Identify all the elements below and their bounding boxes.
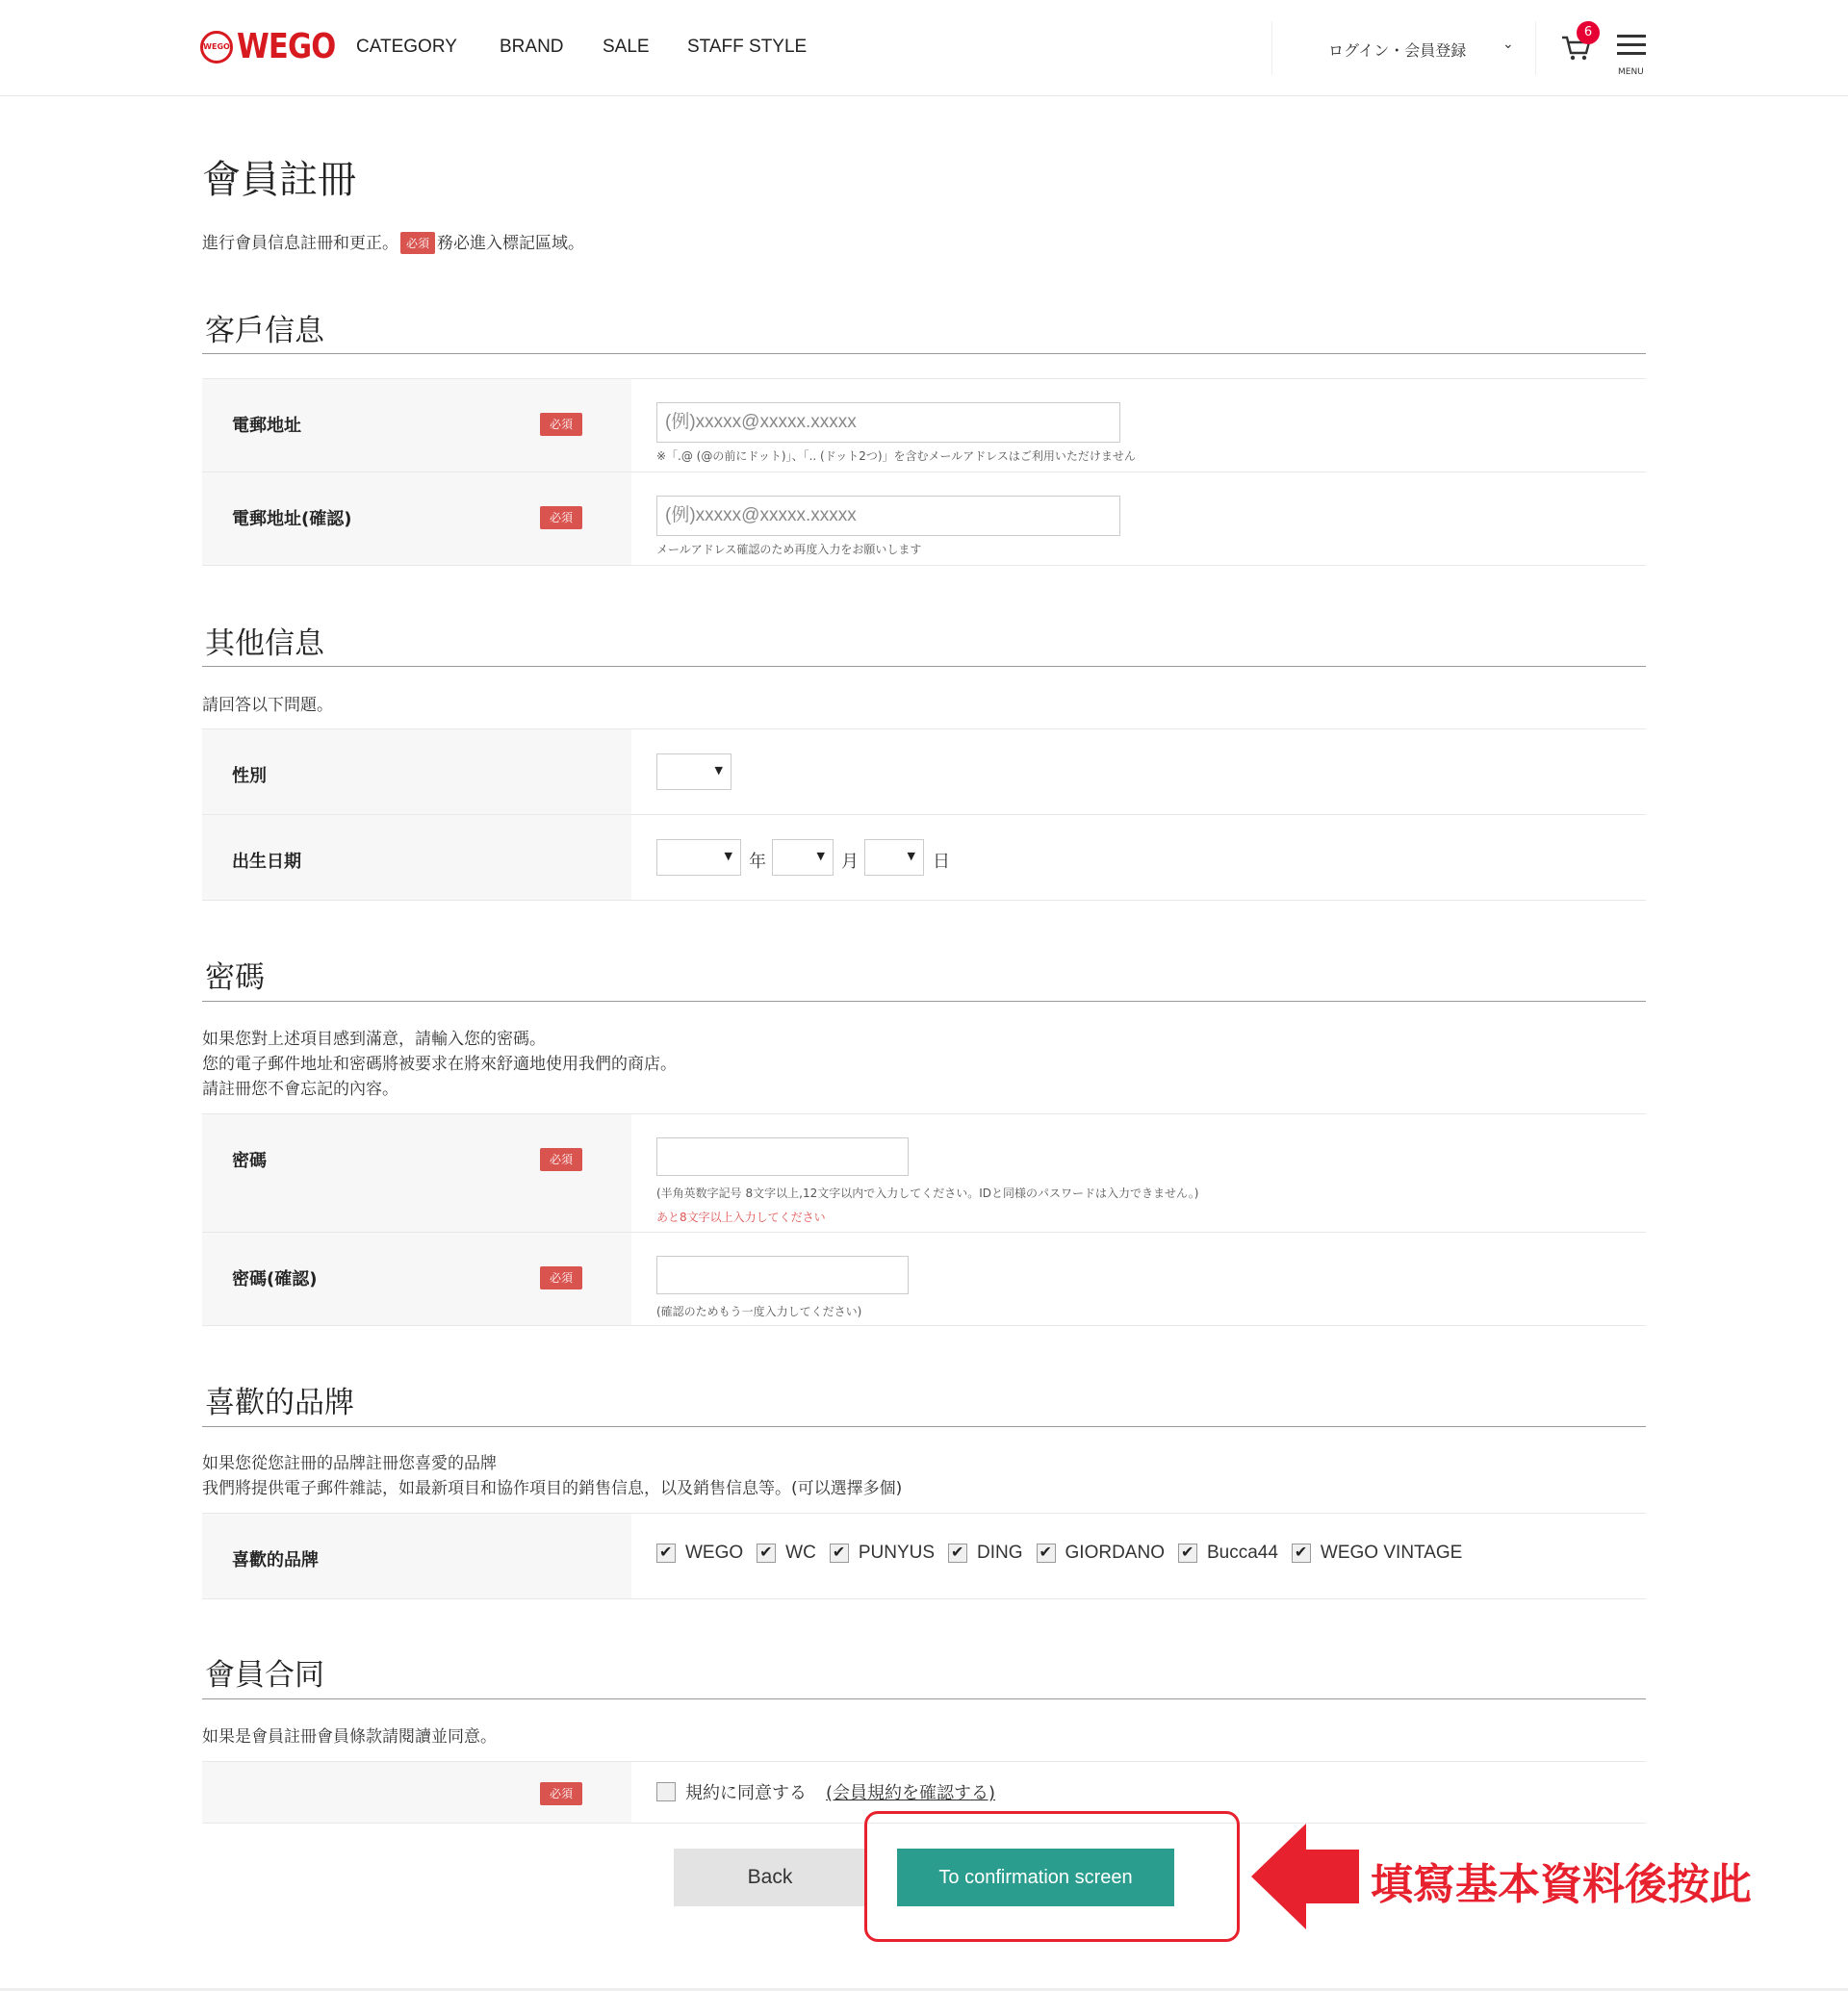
- dropdown-arrow-icon: ▼: [714, 764, 723, 777]
- email-confirm-note: メールアドレス確認のため再度入力をお願いします: [656, 543, 922, 556]
- annotation-text: 填寫基本資料後按此: [1371, 1860, 1752, 1909]
- intro-text-before: 進行會員信息註冊和更正。: [202, 234, 398, 253]
- section-title-customer: 客戶信息: [205, 314, 324, 348]
- header-divider: [1535, 21, 1536, 75]
- row-label-cell: [202, 815, 631, 900]
- agree-label: 規約に同意する: [685, 1783, 807, 1803]
- dropdown-arrow-icon: ▼: [724, 850, 732, 862]
- checkbox[interactable]: [948, 1544, 967, 1563]
- site-header: [0, 0, 1848, 96]
- row-label-cell: [202, 379, 631, 472]
- form-row-email-confirm: [202, 472, 1646, 566]
- row-label-cell: [202, 1114, 631, 1232]
- section-divider: [202, 1698, 1646, 1699]
- other-description: 請回答以下問題。: [202, 696, 333, 715]
- hamburger-menu-icon[interactable]: [1617, 35, 1646, 61]
- brands-label: 喜歡的品牌: [232, 1550, 319, 1570]
- section-title-password: 密碼: [205, 960, 265, 995]
- brand-label: WEGO: [685, 1543, 744, 1563]
- password-confirm-note: (確認のためもう一度入力してください): [656, 1305, 862, 1318]
- gender-select[interactable]: [656, 753, 732, 790]
- required-badge: 必須: [540, 413, 582, 436]
- required-badge: 必須: [400, 232, 435, 254]
- brand-label: GIORDANO: [1065, 1543, 1165, 1563]
- birthdate-label: 出生日期: [232, 852, 301, 872]
- brand-label: WEGO VINTAGE: [1320, 1543, 1463, 1563]
- agree-checkbox[interactable]: [656, 1782, 676, 1801]
- checkbox[interactable]: [1037, 1544, 1056, 1563]
- view-terms-link[interactable]: (会員規約を確認する): [826, 1783, 996, 1803]
- agreement-description: 如果是會員註冊會員條款請閱讀並同意。: [202, 1727, 497, 1747]
- logo-text: WEGO: [237, 27, 336, 66]
- logo-emblem: WEGO: [200, 31, 233, 64]
- email-label: 電郵地址: [232, 416, 301, 436]
- row-label-cell: [202, 729, 631, 814]
- brand-label: WC: [785, 1543, 816, 1563]
- nav-category[interactable]: CATEGORY: [356, 37, 457, 57]
- email-confirm-field[interactable]: (例)xxxxx@xxxxx.xxxxx: [656, 496, 1120, 536]
- wego-logo[interactable]: [200, 27, 352, 66]
- chevron-down-icon[interactable]: ⌄: [1502, 37, 1514, 52]
- dropdown-arrow-icon: ▼: [907, 850, 915, 862]
- required-badge: 必須: [540, 506, 582, 529]
- password-note: (半角英数字記号 8文字以上,12文字以内で入力してください。IDと同様のパスワードは入力できません。): [656, 1187, 1199, 1200]
- form-row-password-confirm: [202, 1232, 1646, 1326]
- menu-label: MENU: [1618, 67, 1644, 77]
- section-divider: [202, 1001, 1646, 1002]
- email-confirm-label: 電郵地址(確認): [232, 509, 352, 529]
- back-button[interactable]: Back: [674, 1849, 866, 1906]
- form-row-gender: [202, 728, 1646, 815]
- section-title-brands: 喜歡的品牌: [205, 1386, 354, 1420]
- row-label-cell: [202, 1762, 631, 1823]
- brand-option-punyus[interactable]: [830, 1543, 935, 1564]
- brands-desc-line: 我們將提供電子郵件雜誌，如最新項目和協作項目的銷售信息，以及銷售信息等。(可以選擇多個): [202, 1479, 903, 1498]
- month-unit: 月: [841, 852, 859, 872]
- password-confirm-field[interactable]: [656, 1256, 909, 1294]
- dropdown-arrow-icon: ▼: [816, 850, 825, 862]
- password-error: あと8文字以上入力してください: [656, 1211, 826, 1224]
- checkbox[interactable]: [1178, 1544, 1197, 1563]
- brand-option-wego[interactable]: [656, 1543, 743, 1564]
- form-row-brands: [202, 1513, 1646, 1599]
- brand-label: PUNYUS: [858, 1543, 936, 1563]
- checkbox[interactable]: [757, 1544, 776, 1563]
- row-label-cell: [202, 1233, 631, 1325]
- required-badge: 必須: [540, 1266, 582, 1289]
- birth-day-select[interactable]: [864, 839, 924, 876]
- section-divider: [202, 666, 1646, 667]
- intro-text: [202, 229, 584, 254]
- brand-option-bucca44[interactable]: [1178, 1543, 1278, 1564]
- gender-label: 性別: [232, 766, 267, 786]
- highlight-annotation-box: [864, 1811, 1240, 1942]
- brand-label: DING: [977, 1543, 1023, 1563]
- row-label-cell: [202, 1514, 631, 1598]
- checkbox[interactable]: [830, 1544, 849, 1563]
- page-title: 會員註冊: [202, 158, 356, 202]
- section-divider: [202, 353, 1646, 354]
- section-divider: [202, 1426, 1646, 1427]
- brand-option-wego-vintage[interactable]: [1292, 1543, 1462, 1564]
- login-register-link[interactable]: ログイン・会員登録: [1328, 41, 1467, 60]
- password-field[interactable]: [656, 1137, 909, 1176]
- nav-staff-style[interactable]: STAFF STYLE: [687, 37, 808, 57]
- brands-desc-line: 如果您從您註冊的品牌註冊您喜愛的品牌: [202, 1454, 497, 1473]
- email-note: ※「.@ (@の前にドット)」、「.. (ドット2つ)」を含むメールアドレスはご利用いただけません: [656, 449, 1136, 463]
- password-desc-line: 您的電子郵件地址和密碼將被要求在將來舒適地使用我們的商店。: [202, 1055, 677, 1074]
- form-row-birthdate: [202, 814, 1646, 901]
- form-row-email: [202, 378, 1646, 472]
- brand-option-ding[interactable]: [948, 1543, 1023, 1564]
- brand-label: Bucca44: [1206, 1543, 1278, 1563]
- brands-description: [202, 1451, 902, 1501]
- password-label: 密碼: [232, 1151, 267, 1171]
- cart-count-badge: 6: [1577, 21, 1600, 44]
- row-label-cell: [202, 472, 631, 565]
- day-unit: 日: [933, 852, 950, 872]
- password-desc-line: 請註冊您不會忘記的內容。: [202, 1080, 398, 1099]
- checkbox[interactable]: [1292, 1544, 1311, 1563]
- form-row-password: [202, 1113, 1646, 1233]
- nav-sale[interactable]: SALE: [603, 37, 650, 57]
- required-badge: 必須: [540, 1782, 582, 1805]
- password-description: [202, 1027, 677, 1102]
- section-title-agreement: 會員合同: [205, 1658, 324, 1693]
- password-desc-line: 如果您對上述項目感到滿意，請輸入您的密碼。: [202, 1030, 546, 1049]
- section-title-other: 其他信息: [205, 626, 324, 661]
- birth-month-select[interactable]: [772, 839, 834, 876]
- year-unit: 年: [749, 852, 766, 872]
- confirmation-button[interactable]: To confirmation screen: [897, 1849, 1174, 1906]
- header-divider: [1271, 21, 1272, 75]
- email-field[interactable]: (例)xxxxx@xxxxx.xxxxx: [656, 402, 1120, 443]
- brand-option-giordano[interactable]: [1037, 1543, 1165, 1564]
- brand-option-wc[interactable]: [757, 1543, 816, 1564]
- birth-year-select[interactable]: [656, 839, 741, 876]
- left-arrow-icon: [1251, 1824, 1359, 1929]
- brand-checkbox-group: [656, 1543, 1476, 1564]
- password-confirm-label: 密碼(確認): [232, 1269, 318, 1289]
- nav-brand[interactable]: BRAND: [500, 37, 564, 57]
- agreement-checkbox-group: [656, 1779, 995, 1804]
- required-badge: 必須: [540, 1148, 582, 1171]
- intro-text-after: 務必進入標記區域。: [437, 234, 585, 253]
- checkbox[interactable]: [656, 1544, 676, 1563]
